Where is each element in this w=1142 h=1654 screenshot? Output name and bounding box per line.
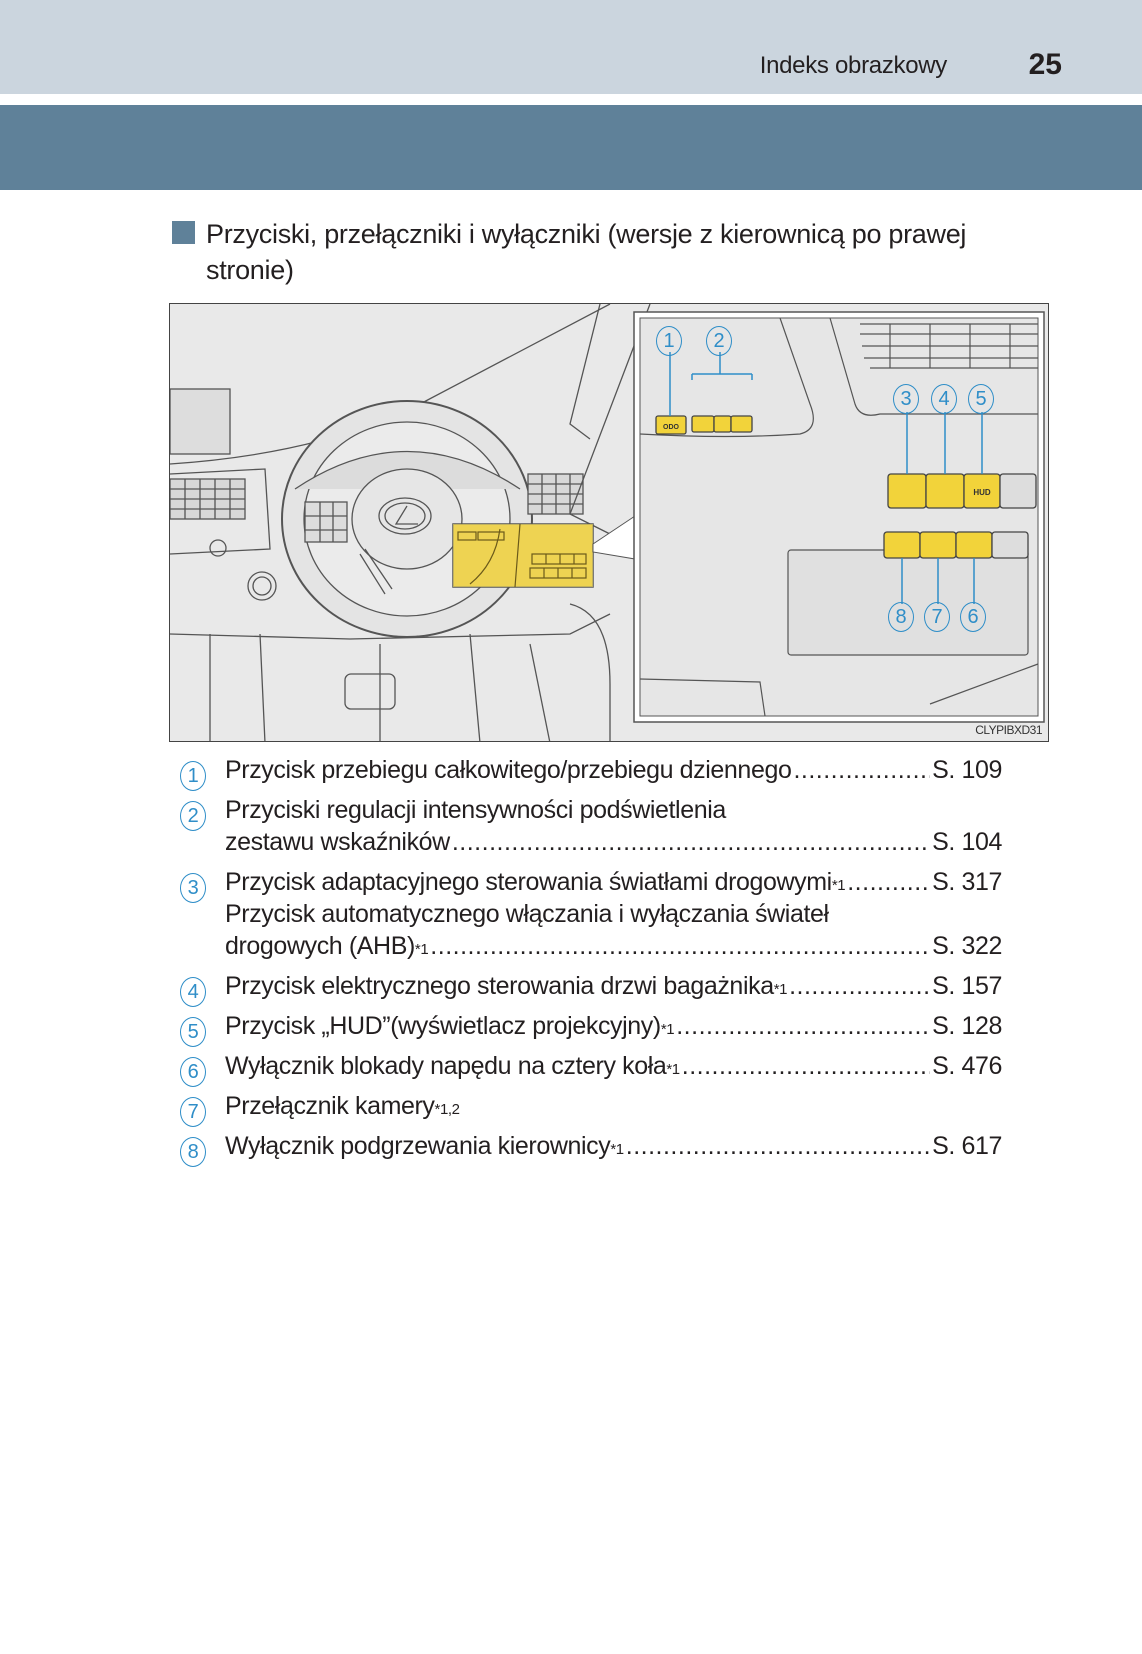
page-ref: S. 476 xyxy=(932,1052,1002,1080)
footnote-ref: *1 xyxy=(773,981,788,998)
pedal xyxy=(345,674,395,709)
page-ref: S. 104 xyxy=(932,828,1002,856)
list-item xyxy=(180,1132,1002,1164)
inset-detail xyxy=(634,312,1044,722)
page-ref: S. 317 xyxy=(932,868,1002,896)
page-ref: S. 157 xyxy=(932,972,1002,1000)
blank-switch-2 xyxy=(992,532,1028,558)
right-vent xyxy=(528,474,583,514)
display-screen xyxy=(170,389,230,454)
page-ref: S. 322 xyxy=(932,932,1002,960)
hud-label: HUD xyxy=(973,488,991,497)
item-label: Przyciski regulacji intensywności podświetlenia xyxy=(225,796,726,824)
item-number-icon: 4 xyxy=(180,976,212,1006)
list-item xyxy=(180,868,1002,964)
item-label: Przycisk „HUD”(wyświetlacz projekcyjny) xyxy=(225,1012,661,1040)
item-label: Przełącznik kamery xyxy=(225,1092,435,1120)
header-section-title: Indeks obrazkowy xyxy=(759,52,947,79)
callout-5: 5 xyxy=(968,384,1000,414)
dashboard-illustration xyxy=(170,304,1049,742)
callout-8: 8 xyxy=(888,602,920,632)
odo-label: ODO xyxy=(663,424,679,431)
item-label: Wyłącznik blokady napędu na cztery koła xyxy=(225,1052,667,1080)
dimmer-up-button xyxy=(731,416,752,432)
item-number-icon: 8 xyxy=(180,1136,212,1166)
footnote-ref: *1 xyxy=(414,941,429,958)
header-band xyxy=(0,0,1142,94)
tailgate-button xyxy=(926,474,964,508)
footnote-ref: *1 xyxy=(660,1021,675,1038)
footnote-ref: *1 xyxy=(610,1141,624,1158)
list-item xyxy=(180,1052,1002,1084)
callout-3: 3 xyxy=(893,384,925,414)
item-number-icon: 6 xyxy=(180,1056,212,1086)
page-number: 25 xyxy=(1028,48,1062,81)
item-label: Wyłącznik podgrzewania kierownicy xyxy=(225,1132,611,1160)
callout-4: 4 xyxy=(931,384,963,414)
section-marker-icon xyxy=(172,221,195,244)
item-list xyxy=(180,756,1002,1172)
item-number-icon: 7 xyxy=(180,1096,212,1126)
item-label: drogowych (AHB) xyxy=(225,932,415,960)
steering-wheel xyxy=(282,401,532,637)
page-ref: S. 617 xyxy=(932,1132,1002,1160)
callout-1: 1 xyxy=(656,326,688,356)
chapter-band xyxy=(0,105,1142,190)
dimmer-down-button xyxy=(692,416,714,432)
footnote-ref: *1,2 xyxy=(434,1101,460,1118)
left-vent xyxy=(170,479,245,519)
item-label: Przycisk adaptacyjnego sterowania światłami drogowymi xyxy=(225,868,832,896)
item-label: zestawu wskaźników xyxy=(225,828,450,856)
callout-6: 6 xyxy=(960,602,992,632)
item-label: Przycisk przebiegu całkowitego/przebiegu dziennego xyxy=(225,756,792,784)
4wd-lock-switch xyxy=(956,532,992,558)
blank-switch xyxy=(1000,474,1036,508)
section-title: Przyciski, przełączniki i wyłączniki (wersje z kierownicą po prawej stronie) xyxy=(206,219,967,285)
footnote-ref: *1 xyxy=(666,1061,680,1078)
highlight-area xyxy=(453,516,635,587)
figure-code: CLYPIBXD31 xyxy=(975,723,1042,737)
list-item xyxy=(180,796,1002,860)
page-ref: S. 128 xyxy=(932,1012,1002,1040)
dashboard-figure xyxy=(169,303,1049,742)
list-item xyxy=(180,972,1002,1004)
callout-7: 7 xyxy=(924,602,956,632)
list-item xyxy=(180,756,1002,788)
item-number-icon: 1 xyxy=(180,760,212,790)
heated-wheel-switch xyxy=(884,532,920,558)
item-label: Przycisk automatycznego włączania i wyłączania świateł xyxy=(225,900,829,928)
item-number-icon: 5 xyxy=(180,1016,212,1046)
item-number-icon: 3 xyxy=(180,872,212,902)
callout-2: 2 xyxy=(706,326,738,356)
list-item xyxy=(180,1092,1002,1124)
dimmer-icon-button xyxy=(714,416,731,432)
item-number-icon: 2 xyxy=(180,800,212,830)
item-label: Przycisk elektrycznego sterowania drzwi bagażnika xyxy=(225,972,774,1000)
list-item xyxy=(180,1012,1002,1044)
camera-switch xyxy=(920,532,956,558)
page-ref: S. 109 xyxy=(932,756,1002,784)
footnote-ref: *1 xyxy=(831,877,846,894)
ahs-button xyxy=(888,474,926,508)
